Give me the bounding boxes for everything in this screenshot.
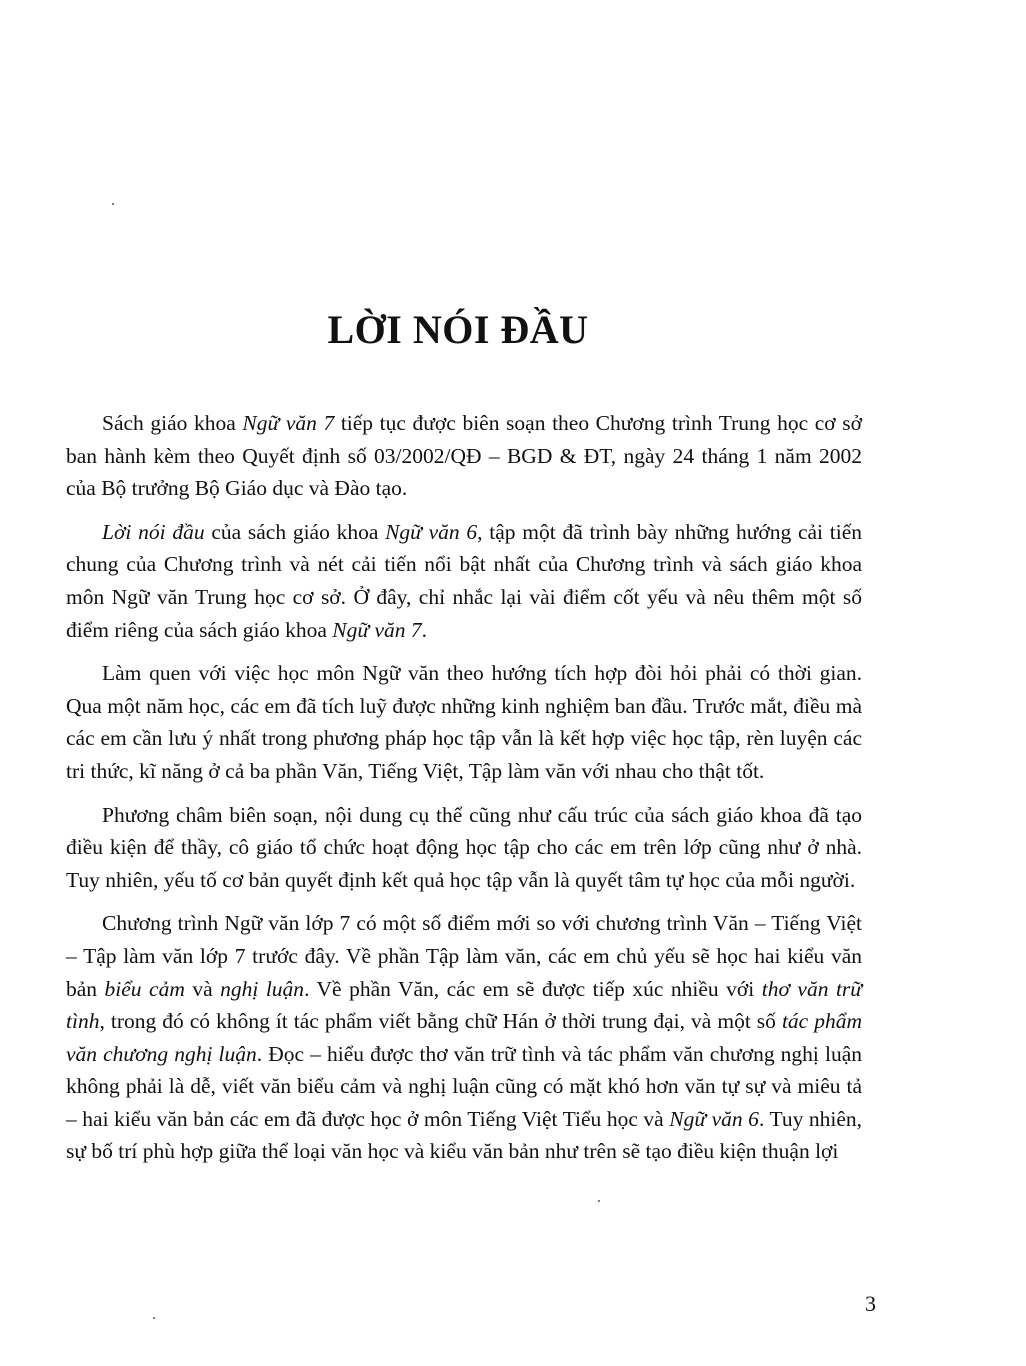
paragraph	[66, 799, 862, 897]
scan-speck	[153, 1317, 155, 1319]
italic-text-run: Ngữ văn 6	[669, 1106, 759, 1131]
italic-text-run: thơ văn trữ tình	[66, 976, 863, 1034]
italic-text-run: tác phẩm văn chương nghị luận	[66, 1009, 862, 1066]
paragraph	[66, 657, 862, 787]
body-text	[66, 407, 862, 1179]
paragraph	[66, 907, 862, 1168]
scan-speck	[112, 203, 114, 205]
text-run: Sách giáo khoa	[102, 411, 243, 435]
page-number: 3	[865, 1291, 876, 1316]
text-run: tiếp tục được biên soạn theo Chương trình Trung học cơ sở ban hành kèm theo Quyết định số 03/2002/QĐ – BGD & ĐT, ngày 24 tháng 1 năm 2002 của Bộ trưởng Bộ Giáo dục và Đào tạo.	[66, 411, 862, 501]
page-title: LỜI NÓI ĐẦU	[327, 307, 589, 352]
text-run: . Về phần Văn, các em sẽ được tiếp xúc nhiều với	[304, 976, 762, 1001]
italic-text-run: Ngữ văn 7	[332, 617, 422, 642]
text-run: Phương châm biên soạn, nội dung cụ thể cũng như cấu trúc của sách giáo khoa đã tạo điều kiện để thầy, cô giáo tổ chức hoạt động học tập cho các em trên lớp cũng như ở nhà. Tuy nhiên, yếu tố cơ bản quyết định kết quả học tập vẫn là quyết tâm tự học của mỗi người.	[66, 802, 862, 892]
italic-text-run: Ngữ văn 7	[242, 411, 335, 435]
italic-text-run: nghị luận	[220, 976, 305, 1001]
italic-text-run: Lời nói đầu	[102, 519, 205, 544]
text-run: . Tuy nhiên, sự bố trí phù hợp giữa thể loại văn học và kiểu văn bản như trên sẽ tạo điều kiện thuận lợi	[66, 1106, 863, 1164]
text-run: Chương trình Ngữ văn lớp 7 có một số điểm mới so với chương trình Văn – Tiếng Việt – Tập làm văn lớp 7 trước đây. Về phần Tập làm văn, các em chủ yếu sẽ học hai kiểu văn bản	[66, 911, 862, 1001]
text-run: , trong đó có không ít tác phẩm viết bằng chữ Hán ở thời trung đại, và một số	[99, 1009, 782, 1034]
paragraph	[66, 407, 862, 505]
scan-speck	[598, 1200, 600, 1202]
paragraph	[66, 516, 862, 646]
text-run: và	[184, 976, 221, 1001]
italic-text-run: biểu cảm	[104, 976, 185, 1001]
italic-text-run: Ngữ văn 6	[385, 519, 478, 544]
text-run: , tập một đã trình bày những hướng cải tiến chung của Chương trình và nét cải tiến nổi bật nhất của Chương trình và sách giáo khoa môn Ngữ văn Trung học cơ sở. Ở đây, chỉ nhắc lại vài điểm cốt yếu và nêu thêm một số điểm riêng của sách giáo khoa	[66, 519, 862, 642]
text-run: .	[421, 617, 427, 642]
text-run: Làm quen với việc học môn Ngữ văn theo hướng tích hợp đòi hỏi phải có thời gian. Qua một năm học, các em đã tích luỹ được những kinh nghiệm ban đầu. Trước mắt, điều mà các em cần lưu ý nhất trong phương pháp học tập vẫn là kết hợp việc học tập, rèn luyện các tri thức, kĩ năng ở cả ba phần Văn, Tiếng Việt, Tập làm văn với nhau cho thật tốt.	[66, 661, 862, 783]
text-run: . Đọc – hiểu được thơ văn trữ tình và tác phẩm văn chương nghị luận không phải là dễ, viết văn biểu cảm và nghị luận cũng có mặt khó hơn văn tự sự và miêu tả – hai kiểu văn bản các em đã được học ở môn Tiếng Việt Tiểu học và	[66, 1041, 863, 1131]
text-run: của sách giáo khoa	[204, 519, 386, 544]
